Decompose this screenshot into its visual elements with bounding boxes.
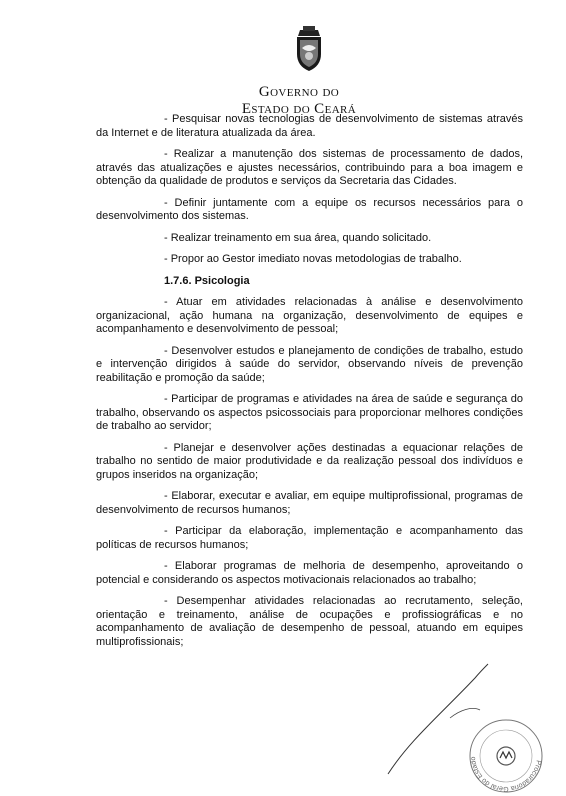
paragraph: - Desenvolver estudos e planejamento de condições de trabalho, estudo e intervenção dirigidos à saúde do servidor, observando níveis de prevenção reabilitação e promoção da saúde; <box>96 344 523 384</box>
paragraph: - Atuar em atividades relacionadas à análise e desenvolvimento organizacional, ação humana na organização, desenvolvimento de equipes e acompanhamento e desenvolvimento de pessoal; <box>96 296 523 335</box>
state-coat-of-arms-icon <box>294 26 324 72</box>
state-title: Estado do Ceará <box>241 101 357 117</box>
government-title: Governo do <box>258 84 340 100</box>
paragraph: - Propor ao Gestor imediato novas metodologias de trabalho. <box>164 253 462 265</box>
paragraph: - Realizar a manutenção dos sistemas de processamento de dados, através das atualizações e ajustes necessários, contribuindo para a boa imagem e obtenção da qualidade de produtos e serviços da Secretaria das Cidades. <box>96 148 523 187</box>
letterhead <box>0 0 566 125</box>
paragraph: - Realizar treinamento em sua área, quando solicitado. <box>164 231 432 244</box>
official-stamp <box>466 716 546 796</box>
paragraph: - Participar da elaboração, implementação e acompanhamento das políticas de recursos humanos; <box>96 525 523 551</box>
paragraph: - Planejar e desenvolver ações destinadas a equacionar relações de trabalho no sentido de maior produtividade e da realização pessoal dos indivíduos e grupos inseridos na organização; <box>96 441 523 481</box>
paragraph: - Elaborar programas de melhoria de desempenho, aproveitando o potencial e considerando os aspectos motivacionais relacionados ao trabalho; <box>96 560 523 586</box>
paragraph: - Pesquisar novas tecnologias de desenvolvimento de sistemas através da Internet e de literatura atualizada da área. <box>96 113 523 139</box>
svg-text:Procuradoria Geral do Estado: Procuradoria Geral do Estado <box>469 756 542 793</box>
document-body <box>96 113 523 657</box>
paragraph: - Participar de programas e atividades na área de saúde e segurança do trabalho, observando os aspectos psicossociais para proporcionar melhores condições de trabalho ao servidor; <box>96 393 523 432</box>
paragraph: - Definir juntamente com a equipe os recursos necessários para o desenvolvimento dos sistemas. <box>96 196 523 222</box>
section-heading: 1.7.6. Psicologia <box>164 274 250 287</box>
paragraph: - Elaborar, executar e avaliar, em equipe multiprofissional, programas de desenvolvimento de recursos humanos; <box>96 490 523 516</box>
paragraph: - Desempenhar atividades relacionadas ao recrutamento, seleção, orientação e treinamento, análise de ocupações e profissiográficas e no acompanhamento de avaliação de desempenho de pessoal, atuando em equipes multiprofissionais; <box>96 595 523 648</box>
